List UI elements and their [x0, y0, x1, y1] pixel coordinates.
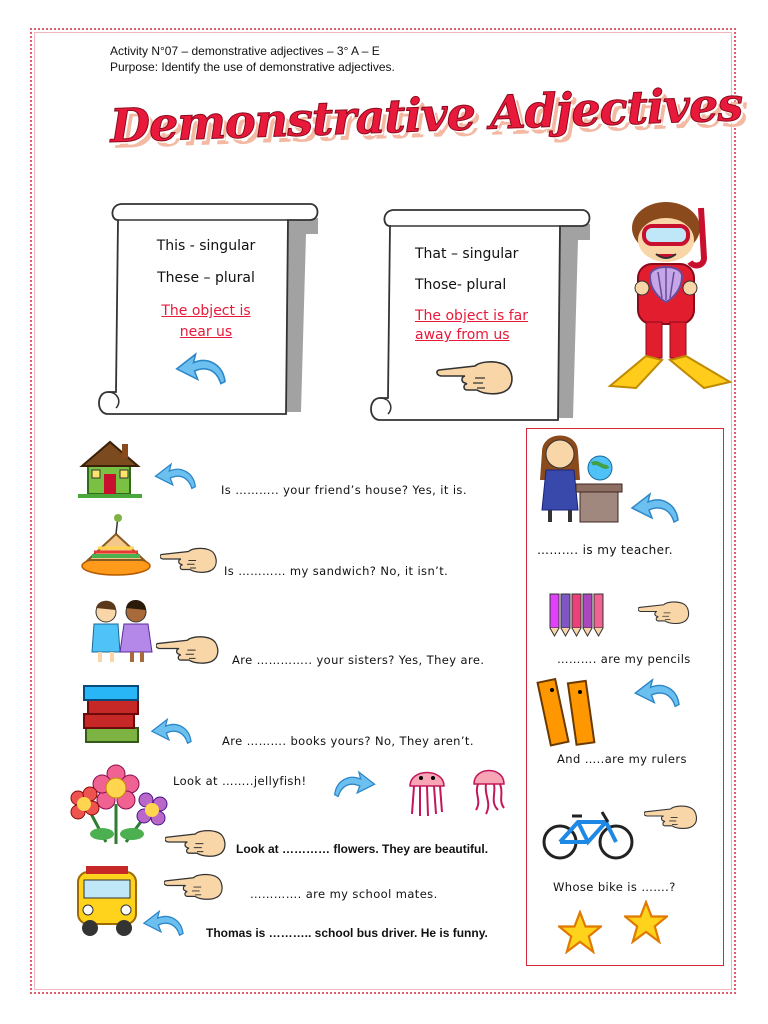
school-bus-icon [72, 864, 142, 938]
far-hand-icon [160, 544, 220, 574]
purpose-line: Purpose: Identify the use of demonstrative adjectives. [110, 60, 395, 74]
bike-hand-icon [644, 802, 700, 830]
teacher-icon [534, 430, 626, 526]
pencils-hand-icon [638, 598, 692, 625]
question-4: Are ………. books yours? No, They aren’t. [222, 734, 474, 748]
right-that-label: That – singular [415, 246, 519, 262]
far-hand-icon-4 [164, 870, 226, 901]
question-6: Look at ………… flowers. They are beautiful. [236, 842, 489, 856]
rulers-arrow-icon [630, 676, 690, 714]
books-icon [80, 678, 144, 746]
diver-icon [606, 198, 732, 394]
question-3: Are ………….. your sisters? Yes, They are. [232, 653, 485, 667]
question-2: Is ………… my sandwich? No, it isn’t. [224, 564, 449, 578]
left-note-line2: near us [179, 324, 233, 340]
right-question-3: And …..are my rulers [557, 752, 687, 766]
question-8: Thomas is ……….. school bus driver. He is funny. [206, 926, 488, 940]
right-question-1: ………. is my teacher. [537, 543, 673, 557]
sisters-icon [86, 598, 156, 666]
left-these-label: These – plural [157, 270, 255, 286]
bike-icon [542, 808, 634, 860]
right-note-line2: away from us [415, 327, 510, 343]
question-1: Is ……….. your friend’s house? Yes, it is. [221, 483, 467, 497]
rulers-icon [540, 676, 596, 748]
near-arrow-icon [152, 460, 204, 496]
right-those-label: Those- plural [415, 277, 507, 293]
sandwich-icon [80, 512, 152, 578]
star-icon-2 [624, 900, 668, 944]
near-arrow-icon-3 [140, 908, 192, 942]
flowers-icon [66, 764, 166, 848]
question-7: …………. are my school mates. [250, 887, 438, 901]
left-this-label: This - singular [156, 238, 256, 254]
near-arrow-icon-2 [148, 716, 200, 750]
right-question-2: ………. are my pencils [557, 652, 691, 666]
activity-line: Activity N°07 – demonstrative adjectives – 3° A – E [110, 44, 380, 58]
jellyfish-arrow-icon [326, 768, 378, 804]
question-5: Look at ……..jellyfish! [173, 774, 307, 788]
left-note-line1: The object is [161, 303, 251, 319]
star-icon [558, 910, 602, 954]
pencils-icon [548, 590, 612, 638]
jellyfish-icon [404, 764, 514, 820]
right-note-line1: The object is far [415, 308, 528, 324]
far-hand-icon-2 [156, 632, 222, 665]
house-icon [78, 438, 142, 498]
teacher-arrow-icon [626, 490, 690, 530]
pointing-hand-icon [436, 356, 518, 396]
curved-arrow-icon [172, 350, 236, 392]
page-title: Demonstrative Adjectives [109, 76, 744, 154]
far-hand-icon-3 [165, 826, 229, 858]
right-question-4: Whose bike is …….? [553, 880, 676, 894]
